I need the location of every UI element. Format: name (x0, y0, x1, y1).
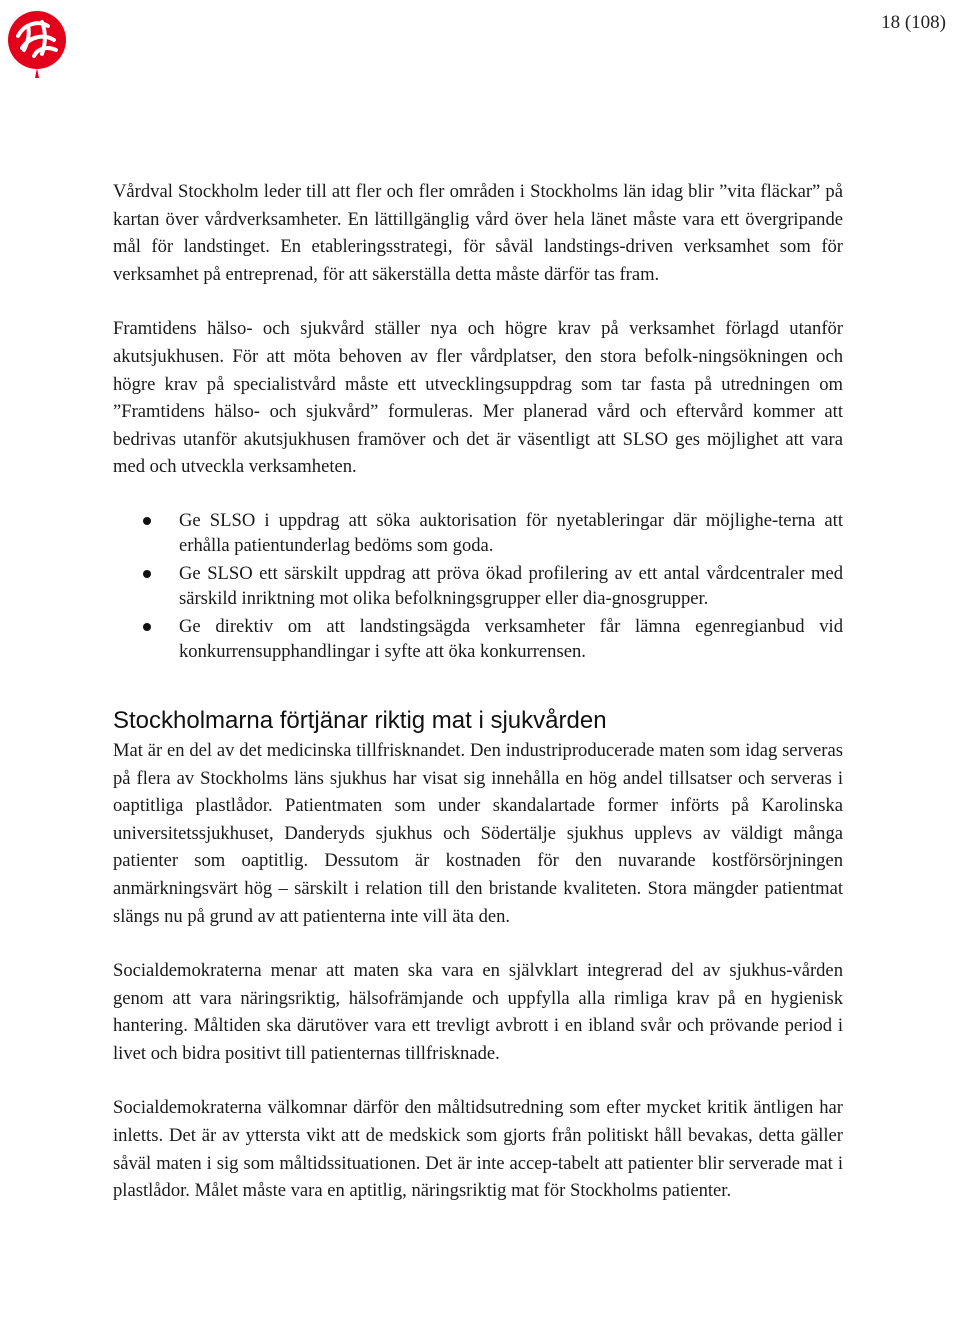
list-item-text: Ge SLSO ett särskilt uppdrag att pröva ökad profilering av ett antal vårdcentraler med särskild inriktning mot olika befolkningsgrupper eller dia-gnosgrupper. (179, 562, 843, 610)
bullet-icon (143, 623, 151, 631)
party-rose-logo-icon (4, 6, 70, 78)
list-item-text: Ge SLSO i uppdrag att söka auktorisation för nyetableringar där möjlighe-terna att erhålla patientunderlag bedöms som goda. (179, 509, 843, 557)
paragraph: Mat är en del av det medicinska tillfrisknandet. Den industriproducerade maten som idag serveras på flera av Stockholms läns sjukhus har visat sig innehålla en hög andel tillsatser och serveras i oaptitliga plastlådor. Patientmaten som under skandalartade former införts på Karolinska universitetssjukhuset, Danderyds sjukhus och Södertälje sjukhus upplevs av väldigt många patienter som oaptitlig. Dessutom är kostnaden för den nuvarande kostförsörjningen anmärkningsvärt hög – särskilt i relation till den bristande kvaliteten. Stora mängder patientmat slängs nu på grund av att patienterna inte vill äta den. (113, 739, 843, 927)
list-item (113, 561, 843, 612)
list-item (113, 614, 843, 665)
paragraph: Socialdemokraterna menar att maten ska vara en självklart integrerad del av sjukhus-vården genom att vara näringsriktig, hälsofrämjande och uppfylla alla rimliga krav på en hygienisk hantering. Måltiden ska därutöver vara ett trevligt avbrott i en ibland svår och prövande period i livet och bidra positivt till patienternas tillfrisknade. (113, 960, 843, 1064)
bullet-icon (143, 517, 151, 525)
page-number: 18 (108) (881, 12, 946, 33)
paragraph: Socialdemokraterna välkomnar därför den måltidsutredning som efter mycket kritik äntligen har inletts. Det är av yttersta vikt att de medskick som gjorts från politiskt håll bevakas, detta gäller såväl maten i sig som måltidssituationen. Det är inte accep-tabelt att patienter blir serverade mat i plastlådor. Målet måste vara en aptitlig, näringsriktig mat för Stockholms patienter. (113, 1097, 843, 1202)
list-item-text: Ge direktiv om att landstingsägda verksamheter får lämna egenregianbud vid konkurrensupphandlingar i syfte att öka konkurrensen. (179, 615, 843, 663)
bullet-icon (143, 570, 151, 578)
paragraph: Framtidens hälso- och sjukvård ställer nya och högre krav på verksamhet förlagd utanför akutsjukhusen. För att möta behoven av fler vårdplatser, den stora befolk-ningsökningen och högre krav på specialistvård måste ett utvecklingsuppdrag som tar fasta på utredningen om ”Framtidens hälso- och sjukvård” formuleras. Mer planerad vård och eftervård kommer att bedrivas utanför akutsjukhusen framöver och det är väsentligt att SLSO ges möjlighet att vara med och utveckla verksamheten. (113, 318, 843, 478)
list-item (113, 508, 843, 559)
document-body (113, 178, 843, 1232)
bullet-list (113, 508, 843, 665)
section-heading: Stockholmarna förtjänar riktig mat i sjukvården (113, 706, 607, 734)
paragraph: Vårdval Stockholm leder till att fler och fler områden i Stockholms län idag blir ”vita fläckar” på kartan över vårdverksamheter. En lättillgänglig vård över hela länet måste vara ett övergripande mål för landstinget. En etableringsstrategi, för såväl landstings-driven verksamhet som för verksamhet på entreprenad, för att säkerställa detta måste därför tas fram. (113, 181, 843, 285)
